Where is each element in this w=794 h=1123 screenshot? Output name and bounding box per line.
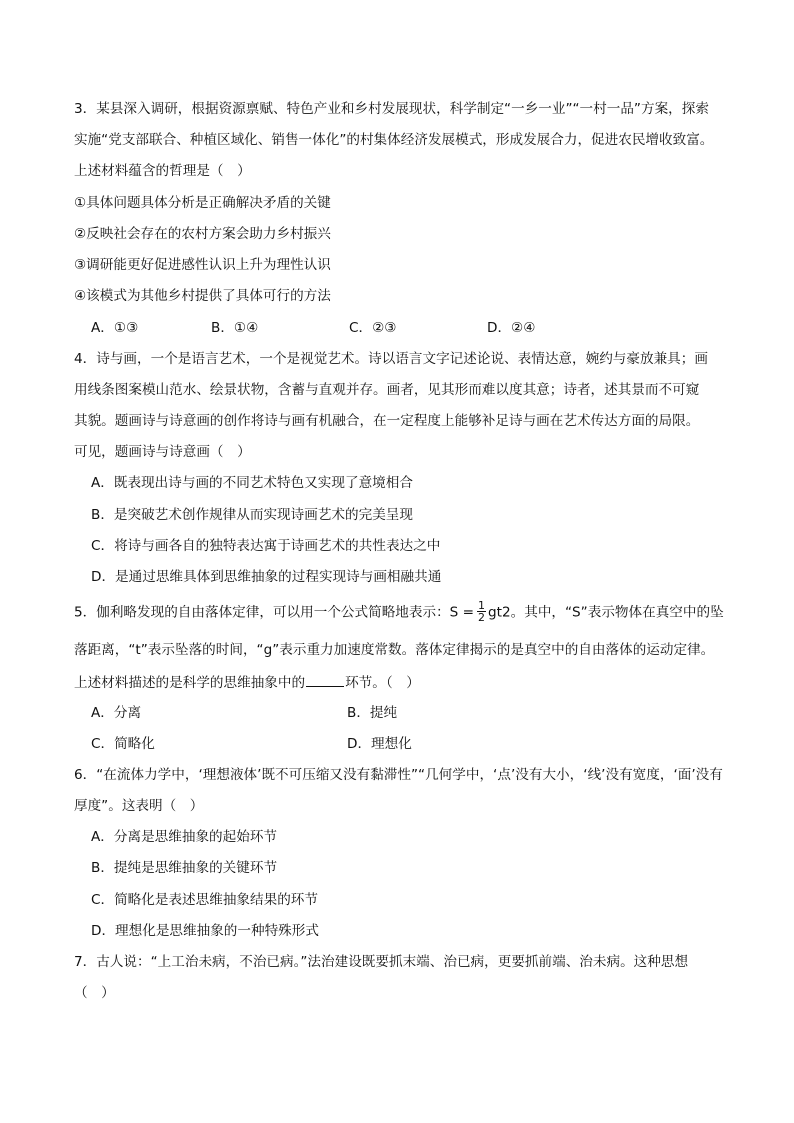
- q4-option-a: A．既表现出诗与画的不同艺术特色又实现了意境相合: [91, 475, 413, 491]
- q4-stem-line-1: 4．诗与画，一个是语言艺术，一个是视觉艺术。诗以语言文字记述论说、表情达意，婉约与豪放兼具；画: [74, 351, 708, 367]
- q3-option-a: A．①③: [91, 320, 139, 336]
- q5-stem-text-after-formula: gt2。其中，“S”表示物体在真空中的坠: [488, 604, 724, 621]
- answer-blank: [306, 672, 344, 687]
- q3-stem-line-2: 实施“党支部联合、种植区域化、销售一体化”的村集体经济发展模式，形成发展合力，促进农民增收致富。: [74, 132, 714, 148]
- q5-option-b: B．提纯: [347, 705, 398, 721]
- q5-stem-text-after-blank: 环节。（ ）: [345, 675, 420, 691]
- q3-statement-4: ④该模式为其他乡村提供了具体可行的方法: [74, 288, 331, 304]
- q4-option-d: D．是通过思维具体到思维抽象的过程实现诗与画相融共通: [91, 569, 442, 585]
- fraction-numerator: 1: [478, 599, 486, 612]
- q5-stem-line-2: 落距离，“t”表示坠落的时间，“g”表示重力加速度常数。落体定律揭示的是真空中的自由落体的运动定律。: [74, 642, 715, 658]
- q6-option-d: D．理想化是思维抽象的一种特殊形式: [91, 923, 319, 939]
- q5-stem-text-before-blank: 上述材料描述的是科学的思维抽象中的: [74, 675, 306, 691]
- q4-stem-line-4: 可见，题画诗与诗意画（ ）: [74, 444, 251, 460]
- q6-option-b: B．提纯是思维抽象的关键环节: [91, 860, 278, 876]
- q3-stem-line-3: 上述材料蕴含的哲理是（ ）: [74, 163, 251, 179]
- q3-statement-3: ③调研能更好促进感性认识上升为理性认识: [74, 257, 331, 273]
- q4-option-b: B．是突破艺术创作规律从而实现诗画艺术的完美呈现: [91, 507, 413, 523]
- q6-option-a: A．分离是思维抽象的起始环节: [91, 829, 278, 845]
- q3-option-d: D．②④: [487, 320, 536, 336]
- q3-option-c: C．②③: [349, 320, 397, 336]
- q5-stem-line-3: [74, 672, 420, 693]
- q5-option-c: C．简略化: [91, 736, 155, 752]
- q5-option-d: D．理想化: [347, 736, 412, 752]
- q6-stem-line-1: 6．“在流体力学中，‘理想液体’既不可压缩又没有黏滞性”“几何学中，‘点’没有大小，‘线’没有宽度，‘面’没有: [74, 767, 723, 783]
- q4-option-c: C．将诗与画各自的独特表达寓于诗画艺术的共性表达之中: [91, 538, 441, 554]
- q4-stem-line-3: 其貌。题画诗与诗意画的创作将诗与画有机融合，在一定程度上能够补足诗与画在艺术传达方面的局限。: [74, 413, 700, 429]
- q3-statement-1: ①具体问题具体分析是正确解决矛盾的关键: [74, 195, 331, 211]
- q5-option-a: A．分离: [91, 705, 142, 721]
- q3-statement-2: ②反映社会存在的农村方案会助力乡村振兴: [74, 226, 331, 242]
- q6-option-c: C．简略化是表述思维抽象结果的环节: [91, 892, 318, 908]
- q5-stem-text-before-formula: 5．伽利略发现的自由落体定律，可以用一个公式简略地表示：S =: [74, 604, 475, 621]
- q5-stem-line-1: [74, 601, 724, 624]
- fraction-denominator: 2: [478, 611, 486, 624]
- one-half-fraction: [477, 600, 486, 623]
- q3-stem-line-1: 3．某县深入调研，根据资源禀赋、特色产业和乡村发展现状，科学制定“一乡一业”“一村一品”方案，探索: [74, 101, 709, 117]
- q7-stem-line-1: 7．古人说：“上工治未病，不治已病。”法治建设既要抓末端、治已病，更要抓前端、治未病。这种思想: [74, 954, 689, 970]
- q4-stem-line-2: 用线条图案模山范水、绘景状物，含蓄与直观并存。画者，见其形而难以度其意；诗者，述其景而不可窥: [74, 382, 700, 398]
- q7-stem-line-2: （ ）: [74, 985, 115, 1001]
- q6-stem-line-2: 厚度”。这表明（ ）: [74, 798, 204, 814]
- q3-option-b: B．①④: [211, 320, 259, 336]
